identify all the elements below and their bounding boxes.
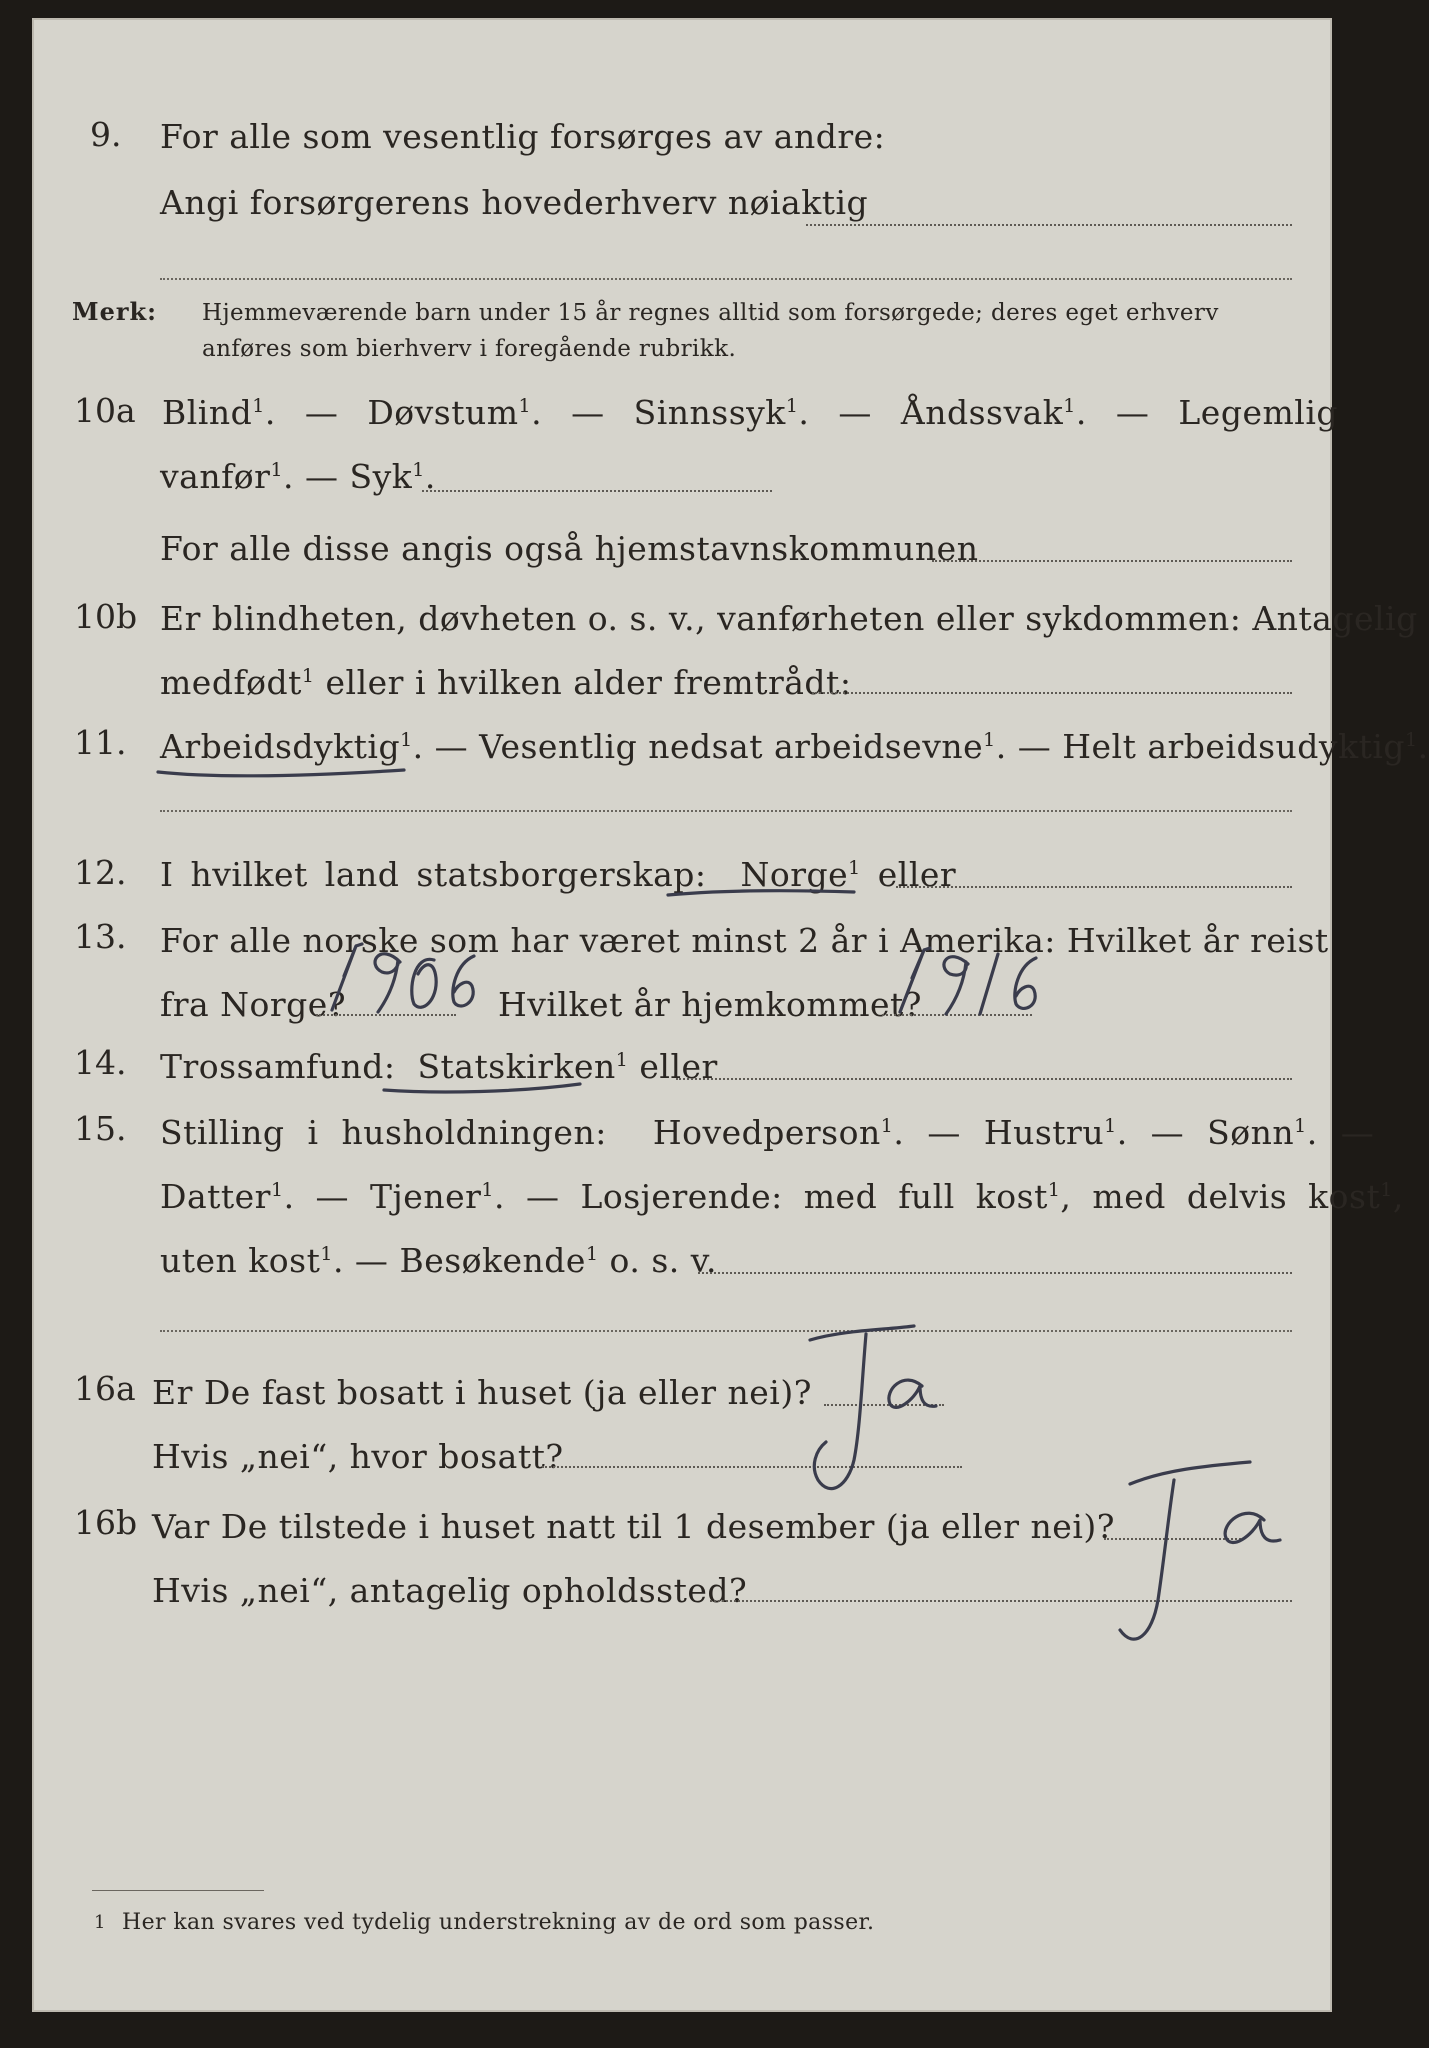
opt-syk: Syk	[349, 457, 413, 496]
q15-answer-line	[698, 1272, 1292, 1274]
q12-handwritten-underline	[664, 886, 864, 906]
q16a-line1: Er De fast bosatt i huset (ja eller nei)?	[152, 1373, 812, 1412]
q15-line1: Stilling i husholdningen: Hovedperson$^1$. — Hustru$^1$. — Sønn$^1$. —	[160, 1113, 1375, 1152]
q13-line1: For alle norske som har været minst 2 år i Amerika: Hvilket år reist	[160, 921, 1329, 960]
q9-line2: Angi forsørgerens hovederhverv nøiaktig	[160, 183, 869, 222]
q14-number: 14.	[74, 1043, 127, 1082]
q12-line: I hvilket land statsborgerskap: Norge$^1$ eller	[160, 855, 957, 894]
opt-dovstum: Døvstum	[367, 393, 519, 432]
q10b-line2: medfødt$^1$ eller i hvilken alder fremtrådt:	[160, 663, 852, 702]
opt-blind: Blind	[162, 393, 253, 432]
opt-vesentlig-nedsat: Vesentlig nedsat arbeidsevne	[479, 727, 984, 766]
q16b-number: 16b	[74, 1503, 138, 1542]
opt-arbeidsdyktig: Arbeidsdyktig	[160, 727, 401, 766]
q11-extra-line	[160, 810, 1292, 812]
q12-number: 12.	[74, 853, 127, 892]
opt-medfodt: medfødt	[160, 663, 302, 702]
opt-vanfor: vanfør	[160, 457, 271, 496]
q14-answer-line	[676, 1078, 1292, 1080]
opt-legemlig: Legemlig	[1178, 393, 1338, 432]
q16a-line2: Hvis „nei“, hvor bosatt?	[152, 1437, 564, 1476]
opt-sinnssyk: Sinnssyk	[633, 393, 786, 432]
q10b-answer-line	[812, 692, 1292, 694]
merk-line1: Hjemmeværende barn under 15 år regnes alltid som forsørgede; deres eget erhverv	[202, 300, 1219, 326]
q16b-handwritten-answer	[1074, 1440, 1314, 1660]
opt-besokende: Besøkende	[399, 1241, 586, 1280]
q10a-syk-line	[422, 490, 772, 492]
q16b-line1: Var De tilstede i huset natt til 1 desember (ja eller nei)?	[152, 1507, 1115, 1546]
q9-answer-line	[806, 224, 1292, 226]
q15-extra-line	[160, 1330, 1292, 1332]
q10a-line3: For alle disse angis også hjemstavnskommunen	[160, 529, 979, 568]
opt-tjener: Tjener	[370, 1177, 482, 1216]
q16b-line2: Hvis „nei“, antagelig opholdssted?	[152, 1571, 748, 1610]
opt-helt-arbeidsudyktig: Helt arbeidsudyktig	[1062, 727, 1406, 766]
q13-hjem-answer	[890, 944, 1050, 1020]
q13-fra-norge: fra Norge?	[160, 985, 347, 1024]
q10a-line1: Blind$^1$. — Døvstum$^1$. — Sinnssyk$^1$. — Åndssvak$^1$. — Legemlig	[162, 393, 1338, 432]
footnote-rule	[92, 1890, 264, 1891]
q14-line: Trossamfund: Statskirken$^1$ eller	[160, 1047, 718, 1086]
q10a-line2: vanfør$^1$. — Syk$^1$.	[160, 457, 436, 496]
q15-number: 15.	[74, 1109, 127, 1148]
q11-handwritten-underline	[154, 764, 414, 784]
q14-handwritten-underline	[380, 1080, 590, 1098]
opt-norge: Norge	[740, 855, 849, 894]
opt-statskirken: Statskirken	[417, 1047, 616, 1086]
q13-reist-answer	[318, 940, 488, 1016]
opt-sonn: Sønn	[1207, 1113, 1295, 1152]
opt-losjerende: Losjerende: med full kost	[580, 1177, 1048, 1216]
opt-hustru: Hustru	[983, 1113, 1105, 1152]
q10a-number: 10a	[74, 391, 136, 430]
merk-line2: anføres som bierhverv i foregående rubrikk.	[202, 336, 737, 362]
q10b-number: 10b	[74, 597, 138, 636]
q16a-handwritten-answer	[774, 1310, 964, 1510]
q10b-line1: Er blindheten, døvheten o. s. v., vanførheten eller sykdommen: Antagelig	[160, 599, 1418, 638]
q13-number: 13.	[74, 917, 127, 956]
census-form-page	[32, 18, 1429, 2012]
opt-delvis-kost: med delvis kost	[1092, 1177, 1381, 1216]
q15-line3: uten kost$^1$. — Besøkende$^1$ o. s. v.	[160, 1241, 717, 1280]
q9-extra-line	[160, 278, 1292, 280]
opt-hovedperson: Hovedperson	[652, 1113, 881, 1152]
q16a-number: 16a	[74, 1369, 136, 1408]
opt-datter: Datter	[160, 1177, 271, 1216]
q9-number: 9.	[90, 115, 122, 154]
q15-line2: Datter$^1$. — Tjener$^1$. — Losjerende: med full kost$^1$, med delvis kost$^1$,	[160, 1177, 1404, 1216]
footnote-mark: 1	[94, 1912, 106, 1933]
merk-label: Merk:	[72, 297, 157, 326]
opt-andssvak: Åndssvak	[900, 393, 1064, 432]
q11-number: 11.	[74, 723, 127, 762]
footnote-text: Her kan svares ved tydelig understrekning av de ord som passer.	[122, 1910, 875, 1935]
opt-uten-kost: uten kost	[160, 1241, 321, 1280]
q10a-kommune-line	[932, 560, 1292, 562]
q9-line1: For alle som vesentlig forsørges av andre:	[160, 117, 886, 156]
q12-answer-line	[896, 886, 1292, 888]
q11-line: Arbeidsdyktig$^1$. — Vesentlig nedsat arbeidsevne$^1$. — Helt arbeidsudyktig$^1$.	[160, 727, 1429, 766]
q13-hjemkommet: Hvilket år hjemkommet?	[498, 985, 922, 1024]
